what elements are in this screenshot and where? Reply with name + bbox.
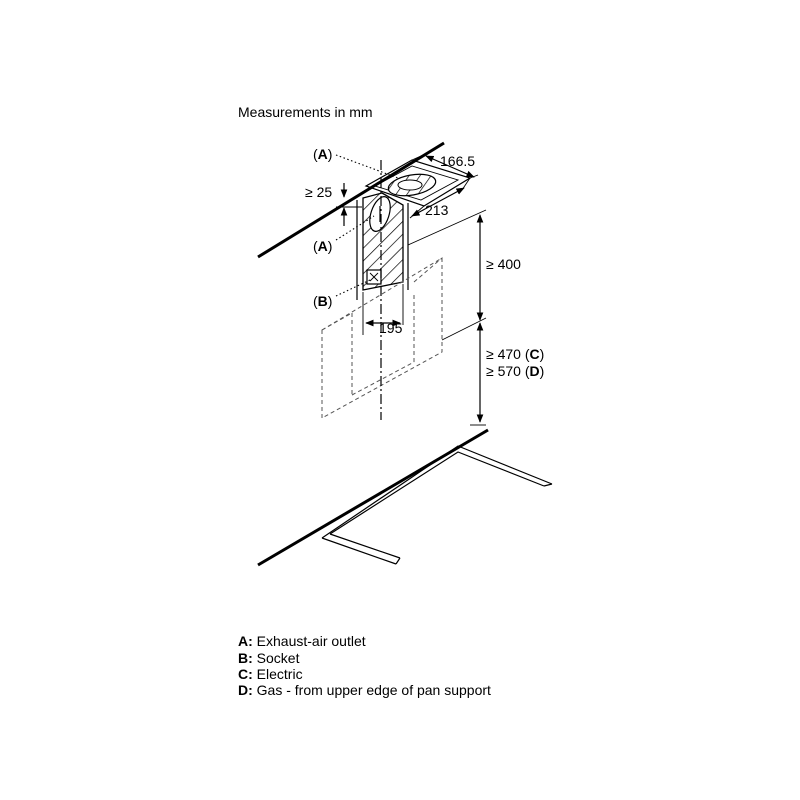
dim-ceiling-gap <box>305 183 362 226</box>
legend-item: C: Electric <box>238 666 303 682</box>
dim-duct-width <box>363 284 403 336</box>
dim-min-height <box>470 323 544 425</box>
dim-outlet-width-label: 166.5 <box>440 153 476 169</box>
callout-b <box>313 280 370 309</box>
svg-text:(A): (A) <box>313 238 333 254</box>
dim-ceiling-gap-label: ≥ 25 <box>305 184 333 200</box>
dim-duct-height <box>408 210 521 340</box>
dim-gas-label: ≥ 570 (D) <box>486 363 545 379</box>
dim-duct-width-label: 195 <box>379 320 403 336</box>
dim-electric-label: ≥ 470 (C) <box>486 346 545 362</box>
measurements-title: Measurements in mm <box>238 104 373 120</box>
callout-a-top <box>313 146 398 178</box>
legend-item: A: Exhaust-air outlet <box>238 633 366 649</box>
svg-text:(A): (A) <box>313 146 333 162</box>
legend <box>238 633 491 698</box>
legend-item: B: Socket <box>238 650 300 666</box>
svg-text:(B): (B) <box>313 293 333 309</box>
dim-outlet-depth-label: 213 <box>425 202 449 218</box>
wall-ceiling-line <box>258 143 444 257</box>
dim-duct-height-label: ≥ 400 <box>486 256 521 272</box>
legend-item: D: Gas - from upper edge of pan support <box>238 682 491 698</box>
chimney-duct <box>357 193 408 300</box>
hob-cooktop <box>258 430 552 565</box>
